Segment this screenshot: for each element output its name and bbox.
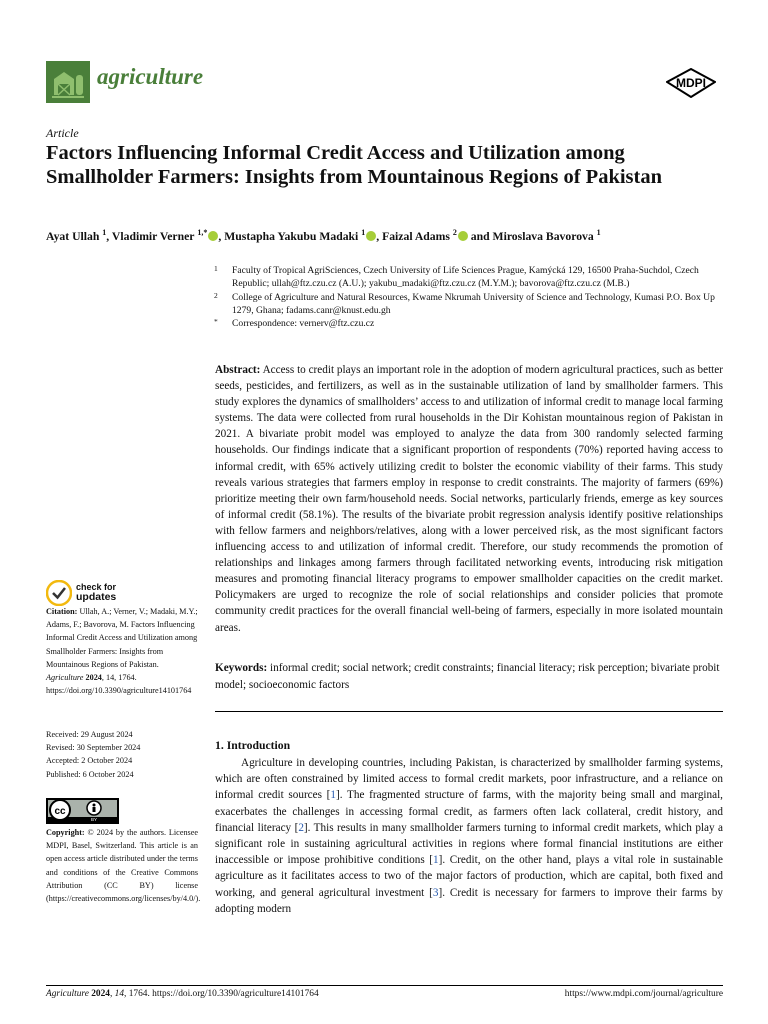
revised-date: Revised: 30 September 2024 [46,743,141,753]
affiliation-item: * Correspondence: vernerv@ftz.czu.cz [214,317,375,330]
reference-link[interactable]: 1 [433,854,439,867]
check-for-updates-button[interactable] [46,580,166,606]
article-title: Factors Influencing Informal Credit Access and Utilization among Smallholder Farmers: Insights from Mountainous Regions of Pakistan [46,142,662,188]
copyright-label: Copyright: [46,828,85,837]
reference-link[interactable]: 2 [298,821,304,834]
journal-name: agriculture [97,64,204,89]
cc-by-license-badge[interactable] [46,798,119,824]
copyright-block: Copyright: © 2024 by the authors. Licensee MDPI, Basel, Switzerland. This article is an open access article distributed under the terms and conditions of the Creative Commons Attribution (CC BY) license (https://creativecommons.org/licenses/by/4.0/). [46,828,201,904]
cc-by-label: BY [90,817,98,822]
reference-link[interactable]: 1 [330,789,336,802]
keywords-text: informal credit; social network; credit constraints; financial literacy; risk perception; bivariate probit model; socioeconomic factors [215,662,720,691]
author-name: Ayat Ullah [46,229,100,243]
orcid-icon[interactable] [458,231,468,241]
author-affil: 2 [452,228,457,237]
orcid-icon[interactable] [208,231,218,241]
footer-divider [46,985,723,986]
check-updates-icon [46,580,72,606]
divider [215,711,723,712]
author-list: Ayat Ullah $^1$, Vladimir Verner $^{1,*}$ , Mustapha Yakubu Madaki $^1$ , Faizal Adams $^2$ and Miroslava Bavorova $^1$ [46,228,601,243]
reference-link[interactable]: 3 [432,886,439,899]
intro-paragraph: Agriculture in developing countries, including Pakistan, is characterized by smallholder farming systems, which are often constrained by limited access to formal credit markets, poor infrastructure, and a reliance on informal credit sources [1]. The fragmented structure of farms, with the majority being small and marginal, exacerbates the challenges in accessing formal credit, as farmers often lack collateral, credit history, and financial literacy [2]. This results in many smallholder farmers turning to informal credit markets, which play a significant role in sustaining agricultural activities in regions where formal financial institutions are either inaccessible or impose prohibitive conditions [1]. Credit, on the other hand, plays a vital role in sustainable agriculture as it facilitates access to two of the major factors of production, which are capital, both fixed and working, and general agricultural investment [3]. Credit is necessary for farmers to improve their farms by adopting modern [215,757,723,915]
received-date: Received: 29 August 2024 [46,730,133,739]
accepted-date: Accepted: 2 October 2024 [46,756,133,766]
journal-logo [46,61,90,103]
publication-dates [46,728,198,781]
publisher-name: MDPI [676,76,706,90]
article-type: Article [46,126,79,140]
published-date: Published: 6 October 2024 [46,769,134,779]
author-affil: 1 [596,228,601,237]
author-name: Mustapha Yakubu Madaki [224,229,359,243]
affiliation-item: 2 College of Agriculture and Natural Resources, Kwame Nkrumah University of Science and Technology, Kumasi P.O. Box Up 1279, Ghana; fadams.canr@knust.edu.gh [214,290,715,316]
author-name: Faizal Adams [382,229,450,243]
citation-label: Citation: [46,607,78,616]
svg-text:cc: cc [54,806,66,817]
author-affil: 1 [361,228,366,237]
author-name: Miroslava Bavorova [492,229,594,243]
author-name: Vladimir Verner [111,229,195,243]
footer-journal-url[interactable]: https://www.mdpi.com/journal/agriculture [564,989,723,999]
section-heading: 1. Introduction [215,739,291,752]
footer-citation: Agriculture 2024, 14, 1764. https://doi.org/10.3390/agriculture14101764 [46,989,319,999]
author-affil: 1 [102,228,107,237]
abstract-label: Abstract: [215,364,261,376]
mdpi-logo [666,68,716,98]
affiliation-item: 1 Faculty of Tropical AgriSciences, Czech University of Life Sciences Prague, Kamýcká 129, 16500 Praha-Suchdol, Czech Republic; ullah@ftz.czu.cz (A.U.); yakubu_madaki@ftz.czu.cz (M.Y.M.); bavorova@ftz.czu.cz (M.B.) [214,264,699,290]
author-affil: 1,* [197,228,208,237]
citation-block: Citation: Ullah, A.; Verner, V.; Madaki, M.Y.; Adams, F.; Bavorova, M. Factors Influencing Informal Credit Access and Utilization among Smallholder Farmers: Insights from Mountainous Regions of Pakistan. Agriculture 2024, 14, 1764. https://doi.org/10.3390/agriculture14101764 [46,607,198,696]
keywords [215,660,723,693]
check-updates-line1: check for [76,582,117,592]
barn-icon [46,61,90,103]
abstract [215,362,723,636]
affiliations [214,264,724,330]
abstract-text: Access to credit plays an important role in the adoption of modern agricultural practices, such as better seeds, pesticides, and fertilizers, as well as in the sustainable utilization of land by smallholder farmers. This study explores the dynamics of smallholders’ access to and utilization of informal credit to manage local farming systems. The data were collected from rural households in the Dir Kohistan mountainous region of Pakistan in 2021. A bivariate probit model was employed to analyze the data from 300 randomly selected farming households. Our findings indicate that a significant proportion of respondents (70%) reported having access to informal credit, with 65% actively utilizing credit to bolster the economic viability of their farms. This study reveals various strategies that farmers employ in response to credit constraints. The majority of farmers (69%) prioritize meeting their own farm/household needs. Social networks, particularly friends, emerge as key sources of informal credit (58.1%). The results of the bivariate probit regression analysis identify positive relationships with fellow farmers and neighbors/relatives, along with a lower perceived risk, as the most significant factors influencing access to and utilization of informal credit. Therefore, our study recommends the promotion of relationships and linkages among farmers through facilitated networking events, introducing risk mitigation measures and promoting financial literacy programs to empower smallholder capacities on the credit market. Policymakers are urged to recognize the role of social relationships and consider policies that promote community credit practices for the overall financial well-being of farmers, especially in more isolated mountain areas. [215,364,723,634]
check-updates-line2: updates [76,591,117,603]
orcid-icon[interactable] [366,231,376,241]
keywords-label: Keywords: [215,662,268,674]
